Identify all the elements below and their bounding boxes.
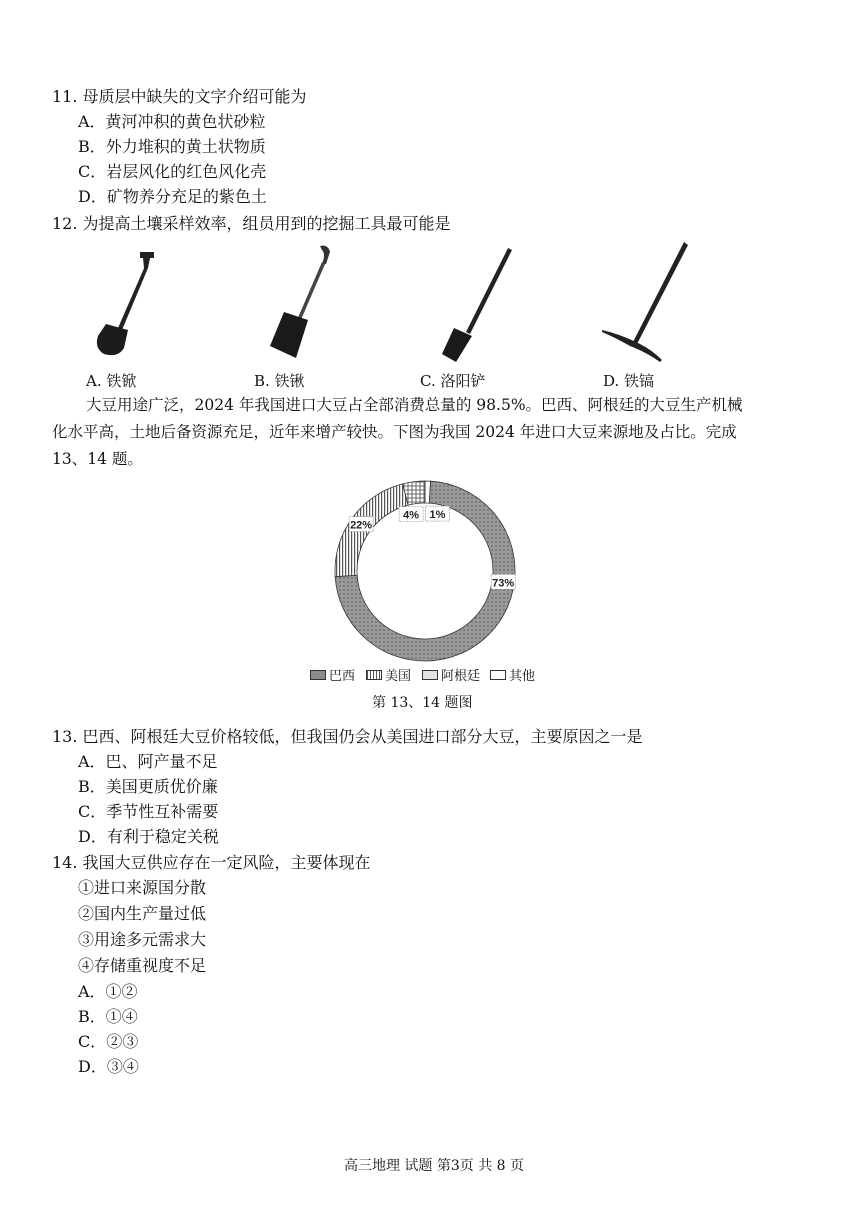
passage-line-3: 13、14 题。 bbox=[52, 450, 143, 468]
page-footer: 高三地理 试题 第3页 共 8 页 bbox=[343, 1158, 525, 1174]
q13-option-c: C．季节性互补需要 bbox=[78, 802, 219, 821]
legend-label-argentina: 阿根廷 bbox=[441, 669, 481, 684]
q14-item-4: ④存储重视度不足 bbox=[78, 956, 207, 975]
q14-item-3: ③用途多元需求大 bbox=[78, 930, 207, 949]
q11-option-d: D．矿物养分充足的紫色土 bbox=[78, 187, 267, 206]
chart-caption: 第 13、14 题图 bbox=[372, 695, 473, 711]
data-label-other: 1% bbox=[429, 509, 446, 522]
passage-line-2: 化水平高，土地后备资源充足，近年来增产较快。下图为我国 2024 年进口大豆来源地及占比。完成 bbox=[52, 423, 737, 441]
import-source-chart bbox=[330, 476, 520, 666]
q11-option-b: B．外力堆积的黄土状物质 bbox=[78, 137, 266, 156]
donut-chart bbox=[330, 476, 520, 666]
legend-swatch-other bbox=[490, 670, 506, 680]
square-spade-icon bbox=[266, 242, 336, 362]
legend-item-brazil bbox=[310, 665, 355, 684]
q13-option-d: D．有利于稳定关税 bbox=[78, 827, 219, 846]
passage-line-1: 大豆用途广泛，2024 年我国进口大豆占全部消费总量的 98.5%。巴西、阿根廷的大豆生产机械 bbox=[86, 396, 743, 414]
legend-label-other: 其他 bbox=[509, 669, 536, 684]
q13-stem: 13. 巴西、阿根廷大豆价格较低，但我国仍会从美国进口部分大豆，主要原因之一是 bbox=[52, 727, 643, 746]
tool-label-c: C. 洛阳铲 bbox=[420, 372, 486, 390]
q11-stem: 11. 母质层中缺失的文字介绍可能为 bbox=[52, 87, 307, 106]
q11-option-c: C．岩层风化的红色风化壳 bbox=[78, 162, 267, 181]
tool-label-d: D. 铁镐 bbox=[603, 372, 655, 390]
luoyang-shovel-icon bbox=[428, 242, 518, 366]
q14-option-b: B．①④ bbox=[78, 1007, 138, 1026]
q14-option-a: A．①② bbox=[78, 982, 138, 1001]
q14-item-2: ②国内生产量过低 bbox=[78, 904, 207, 923]
q14-option-d: D．③④ bbox=[78, 1057, 139, 1076]
tool-label-b: B. 铁锹 bbox=[254, 372, 305, 390]
data-label-brazil: 73% bbox=[492, 577, 515, 590]
legend-item-usa bbox=[366, 665, 411, 684]
legend-label-usa: 美国 bbox=[385, 669, 412, 684]
tool-label-a: A. 铁锨 bbox=[86, 372, 137, 390]
legend-swatch-brazil bbox=[310, 670, 326, 680]
q13-option-a: A．巴、阿产量不足 bbox=[78, 752, 218, 771]
round-shovel-icon bbox=[88, 248, 168, 360]
q12-stem: 12. 为提高土壤采样效率，组员用到的挖掘工具最可能是 bbox=[52, 214, 451, 233]
pickaxe-icon bbox=[600, 238, 712, 364]
legend-swatch-usa bbox=[366, 670, 382, 680]
q14-item-1: ①进口来源国分散 bbox=[78, 878, 207, 897]
q11-option-a: A．黄河冲积的黄色状砂粒 bbox=[78, 112, 266, 131]
legend-item-other bbox=[490, 665, 535, 684]
legend-swatch-argentina bbox=[422, 670, 438, 680]
chart-legend bbox=[310, 665, 550, 685]
q14-stem: 14. 我国大豆供应存在一定风险，主要体现在 bbox=[52, 853, 371, 872]
legend-item-argentina bbox=[422, 665, 480, 684]
q14-option-c: C．②③ bbox=[78, 1032, 139, 1051]
data-label-argentina: 4% bbox=[403, 509, 420, 522]
data-label-usa: 22% bbox=[350, 519, 373, 532]
legend-label-brazil: 巴西 bbox=[329, 669, 356, 684]
q13-option-b: B．美国更质优价廉 bbox=[78, 777, 218, 796]
